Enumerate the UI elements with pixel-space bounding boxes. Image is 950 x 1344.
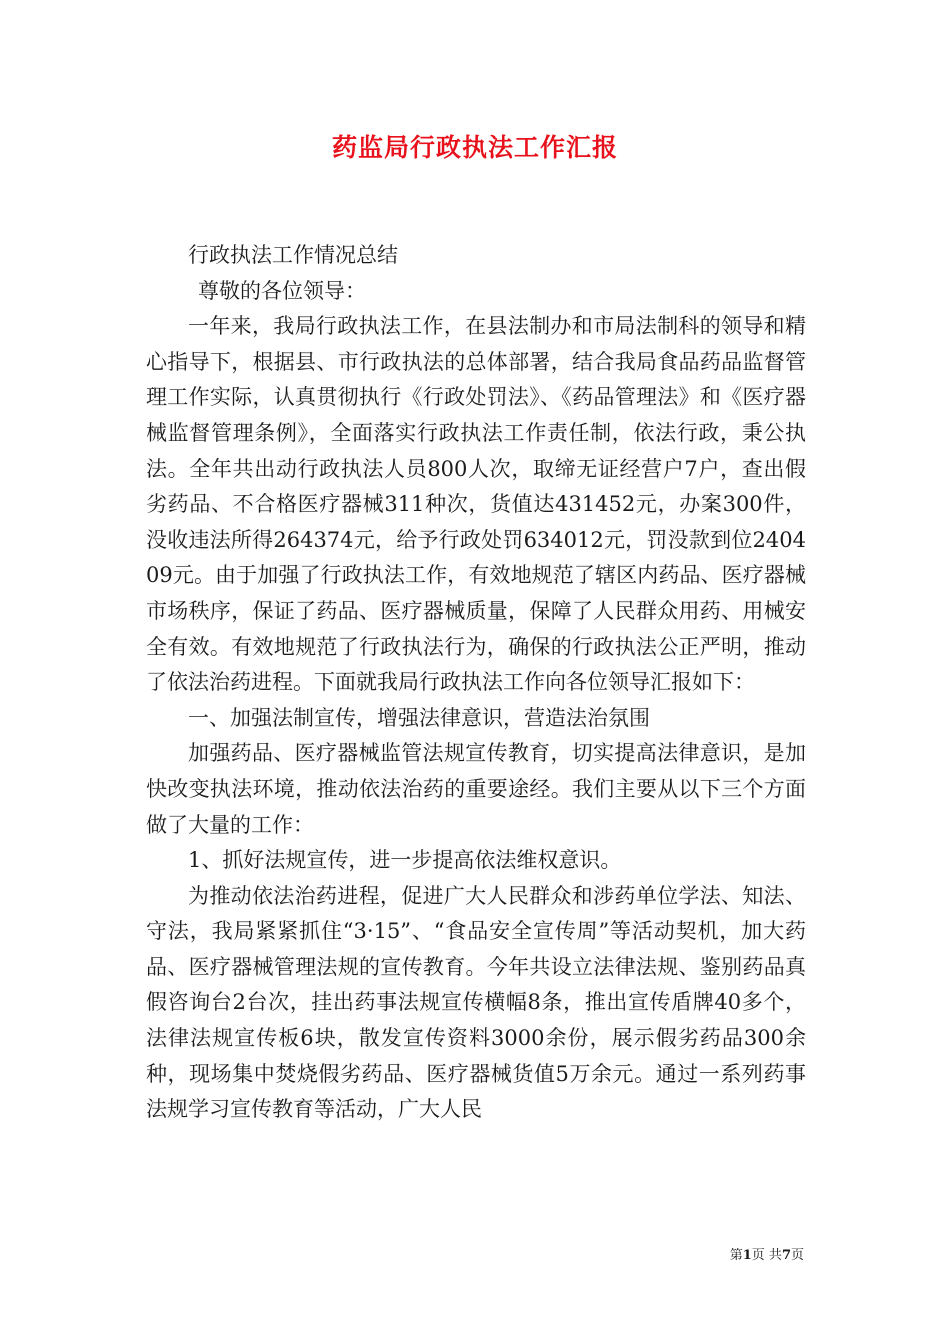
footer-suffix: 页	[790, 1248, 804, 1263]
document-title: 药监局行政执法工作汇报	[331, 133, 618, 162]
greeting: 尊敬的各位领导：	[198, 278, 366, 303]
paragraph-intro: 一年来，我局行政执法工作，在县法制办和市局法制科的领导和精心指导下，根据县、市行政执法的总体部署，结合我局食品药品监督管理工作实际，认真贯彻执行《行政处罚法》、《药品管理法》和《医疗器械监督管理条例》，全面落实行政执法工作责任制，依法行政，秉公执法。全年共出动行政执法人员800人次，取缔无证经营户7户，查出假劣药品、不合格医疗器械311种次，货值达431452元，办案300件，没收违法所得264374元，给予行政处罚634012元，罚没款到位240409元。由于加强了行政执法工作，有效地规范了辖区内药品、医疗器械市场秩序，保证了药品、医疗器械质量，保障了人民群众用药、用械安全有效。有效地规范了行政执法行为，确保的行政执法公正严明，推动了依法治药进程。下面就我局行政执法工作向各位领导汇报如下：	[146, 314, 806, 695]
footer-page: 1	[742, 1248, 752, 1263]
document-body	[146, 238, 806, 1128]
page-number-footer	[730, 1244, 804, 1263]
heading-one: 一、加强法制宣传，增强法律意识，营造法治氛围	[188, 705, 650, 730]
paragraph-publicity: 为推动依法治药进程，促进广大人民群众和涉药单位学法、知法、守法，我局紧紧抓住“3·15”、“食品安全宣传周”等活动契机，加大药品、医疗器械管理法规的宣传教育。今年共设立法律法规、鉴别药品真假咨询台2台次，挂出药事法规宣传横幅8条，推出宣传盾牌40多个，法律法规宣传板6块，散发宣传资料3000余份，展示假劣药品300余种，现场集中焚烧假劣药品、医疗器械货值5万余元。通过一系列药事法规学习宣传教育等活动，广大人民	[146, 883, 806, 1122]
section-heading: 行政执法工作情况总结	[188, 243, 398, 267]
footer-prefix: 第	[729, 1248, 743, 1263]
footer-total: 7	[781, 1248, 791, 1263]
paragraph-legal-awareness: 加强药品、医疗器械监管法规宣传教育，切实提高法律意识，是加快改变执法环境，推动依法治药的重要途经。我们主要从以下三个方面做了大量的工作：	[146, 741, 806, 837]
footer-middle: 页 共	[751, 1248, 782, 1263]
subheading-one: 1、抓好法规宣传，进一步提高依法维权意识。	[188, 848, 622, 873]
